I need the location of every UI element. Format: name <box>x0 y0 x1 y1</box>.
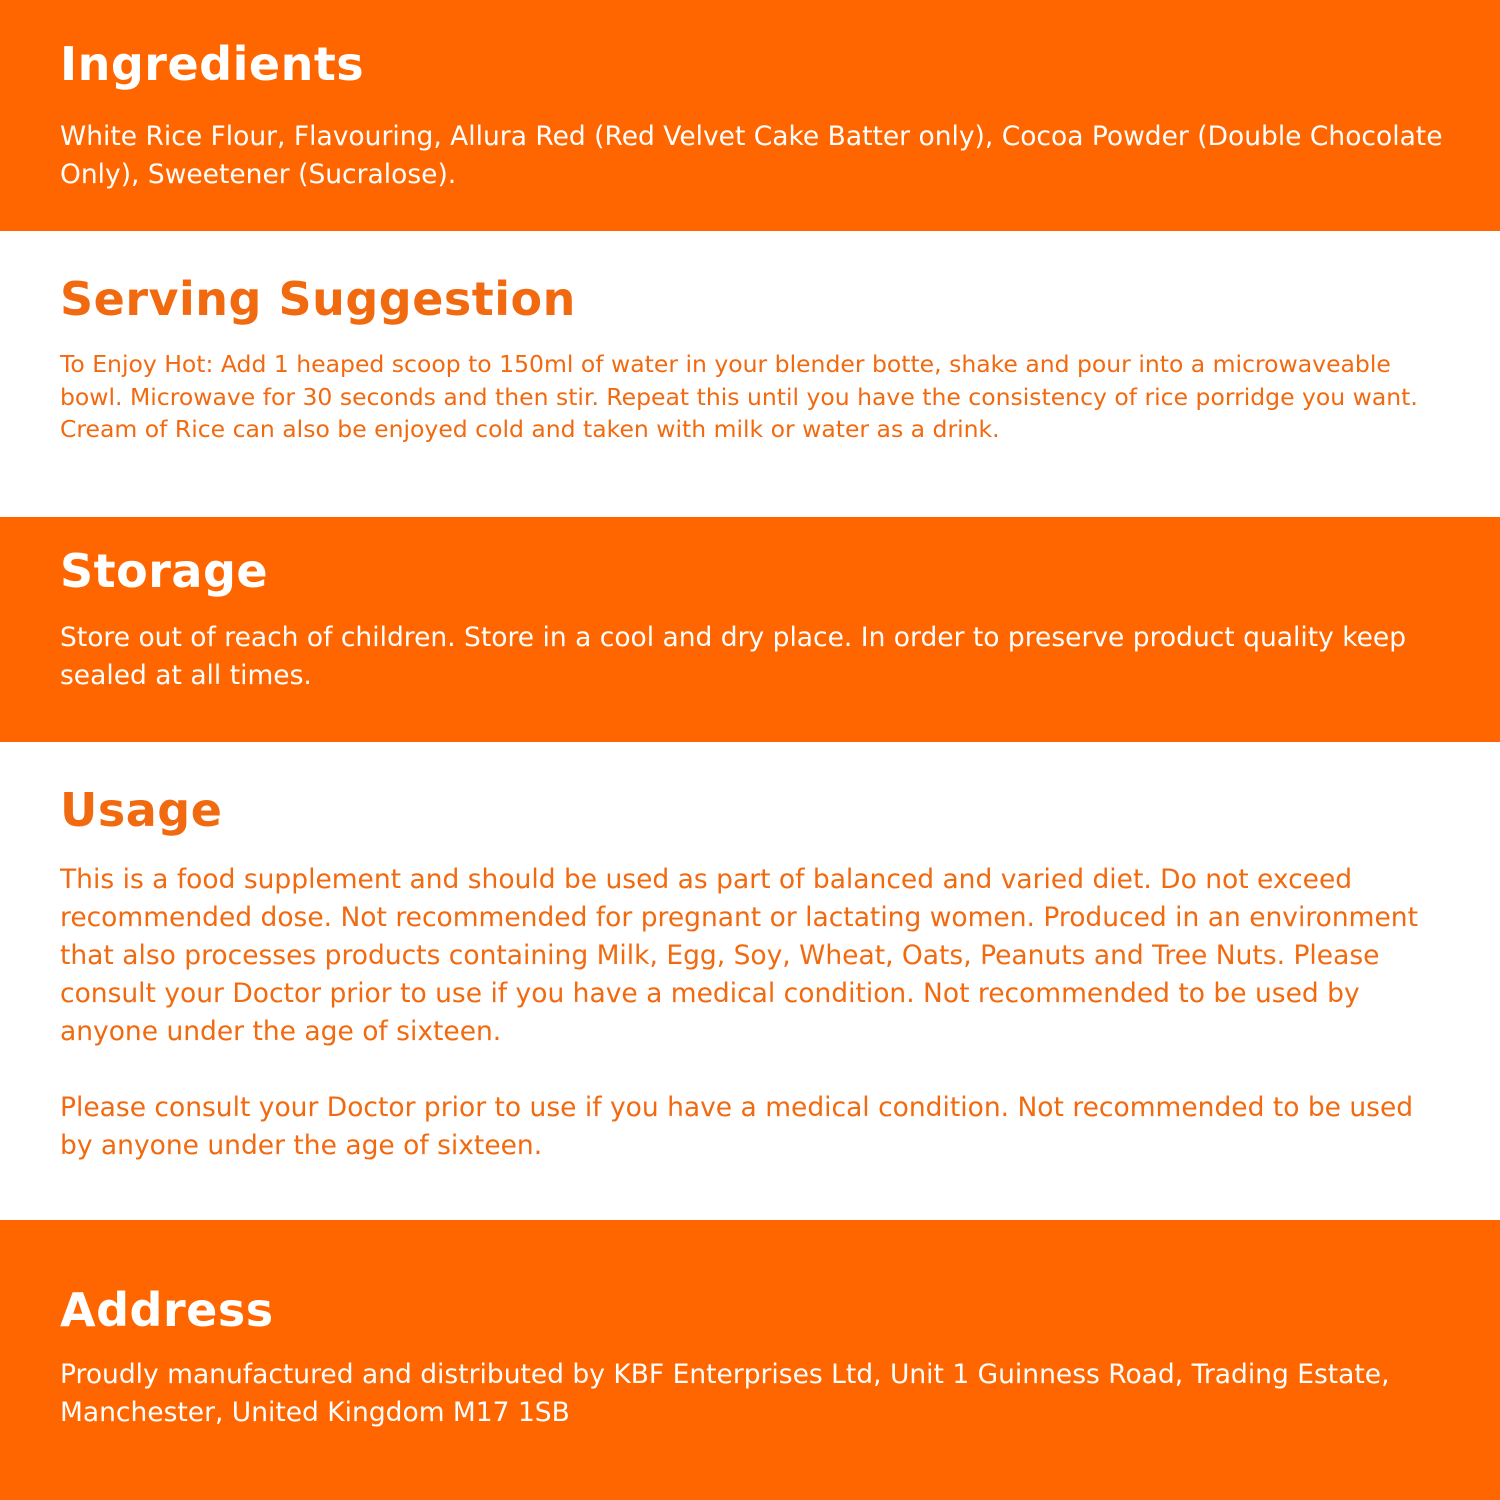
storage-heading: Storage <box>60 544 269 598</box>
ingredients-heading: Ingredients <box>60 37 365 91</box>
address-heading: Address <box>60 1283 274 1337</box>
usage-section <box>0 742 1500 1220</box>
usage-body <box>60 861 1430 1165</box>
usage-heading: Usage <box>60 783 223 837</box>
serving-suggestion-text: To Enjoy Hot: Add 1 heaped scoop to 150ml of water in your blender botte, shake and pour into a microwaveable bowl. Microwave for 30 seconds and then stir. Repeat this until you have the consistency of rice porridge you want. Cream of Rice can also be enjoyed cold and taken with milk or water as a drink. <box>60 350 1418 443</box>
usage-paragraph-2: Please consult your Doctor prior to use if you have a medical condition. Not recommended to be used by anyone under the age of sixteen. <box>60 1092 1414 1161</box>
ingredients-section <box>0 0 1500 231</box>
address-section <box>0 1220 1500 1500</box>
address-text: Proudly manufactured and distributed by KBF Enterprises Ltd, Unit 1 Guinness Road, Trading Estate, Manchester, United Kingdom M17 1SB <box>60 1359 1390 1428</box>
serving-suggestion-section <box>0 231 1500 517</box>
serving-suggestion-heading: Serving Suggestion <box>60 272 576 326</box>
paragraph-spacer <box>60 1051 1430 1089</box>
storage-text: Store out of reach of children. Store in a cool and dry place. In order to preserve product quality keep sealed at all times. <box>60 622 1407 691</box>
ingredients-text: White Rice Flour, Flavouring, Allura Red (Red Velvet Cake Batter only), Cocoa Powder (Double Chocolate Only), Sweetener (Sucralose). <box>60 121 1443 190</box>
usage-paragraph-1: This is a food supplement and should be used as part of balanced and varied diet. Do not exceed recommended dose. Not recommended for pregnant or lactating women. Produced in an environment that also processes products containing Milk, Egg, Soy, Wheat, Oats, Peanuts and Tree Nuts. Please consult your Doctor prior to use if you have a medical condition. Not recommended to be used by anyone under the age of sixteen. <box>60 864 1418 1047</box>
storage-section <box>0 517 1500 742</box>
